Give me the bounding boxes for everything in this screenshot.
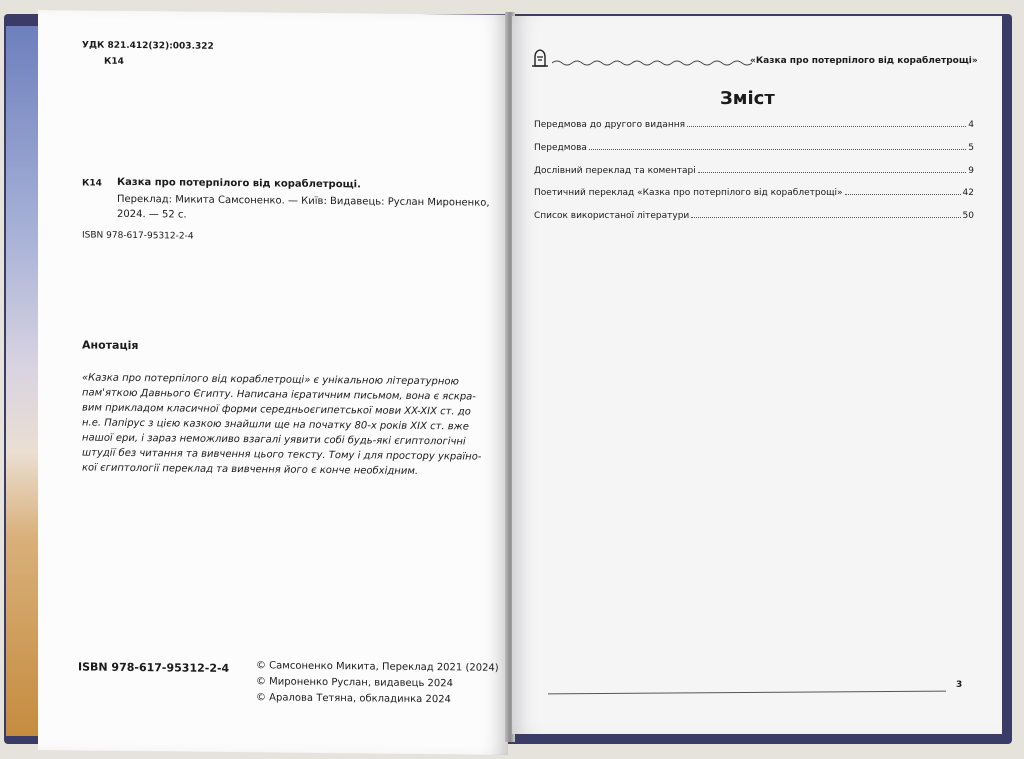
toc-entry-label: Дослівний переклад та коментарі: [534, 166, 696, 176]
toc-entry-page: 42: [962, 188, 974, 198]
toc-entry-label: Список використаної літератури: [534, 211, 690, 221]
annotation-line: штудії без читання та вивчення цього тексту. Тому і для простору україно-: [82, 447, 482, 463]
isbn-bottom: ISBN 978-617-95312-2-4: [78, 660, 230, 676]
footer-rule: [548, 691, 946, 695]
toc-leader-dots: [698, 172, 967, 173]
udk-letter-code: К14: [104, 56, 124, 67]
copyright-line: © Мироненко Руслан, видавець 2024: [256, 676, 454, 690]
toc-entry: [534, 143, 974, 153]
toc-entry-page: 5: [968, 143, 974, 153]
toc-title: Зміст: [720, 88, 775, 109]
toc-entry: [534, 120, 974, 130]
toc-entry-label: Поетичний переклад «Казка про потерпілого від кораблетрощі»: [534, 188, 843, 198]
entry-line: 2024. — 52 с.: [117, 208, 187, 221]
toc-entry-page: 9: [968, 166, 974, 176]
entry-code: К14: [82, 178, 102, 189]
left-page: [38, 10, 508, 755]
annotation-line: н.е. Папірус з цією казкою знайшли ще на початку 80-х років XIX ст. вже: [82, 417, 469, 433]
sphinx-icon: [528, 46, 552, 70]
entry-title: Казка про потерпілого від кораблетрощі.: [117, 176, 361, 191]
toc-leader-dots: [691, 217, 960, 218]
annotation-line: «Казка про потерпілого від кораблетрощі» є унікальною літературною: [82, 372, 459, 388]
toc-leader-dots: [589, 149, 966, 150]
running-head: «Казка про потерпілого від кораблетрощі»: [750, 56, 978, 66]
toc-entry: [534, 188, 974, 198]
page-number: 3: [956, 680, 963, 690]
isbn-small: ISBN 978-617-95312-2-4: [82, 230, 194, 242]
copyright-line: © Самсоненко Микита, Переклад 2021 (2024): [256, 660, 499, 674]
copyright-line: © Аралова Тетяна, обкладинка 2024: [256, 692, 451, 706]
right-page: [512, 16, 1002, 734]
decorative-wave-line: [552, 58, 752, 68]
annotation-line: кої єгиптології переклад та вивчення його є конче необхідним.: [82, 462, 419, 477]
entry-line: Переклад: Микита Самсоненко. — Київ: Видавець: Руслан Мироненко,: [117, 193, 490, 209]
toc-entry: [534, 211, 974, 221]
toc-entry-page: 50: [962, 211, 974, 221]
toc-leader-dots: [687, 126, 966, 127]
udk-code: УДК 821.412(32):003.322: [82, 40, 214, 52]
toc-entry-label: Передмова: [534, 143, 587, 153]
annotation-line: нашої ери, і зараз неможливо взагалі уявити собі будь-які єгиптологічні: [82, 432, 466, 448]
annotation-line: вим прикладом класичної форми середньоєгипетської мови XX-XIX ст. до: [82, 402, 471, 418]
toc-entry: [534, 166, 974, 176]
annotation-line: пам'яткою Давнього Єгипту. Написана ієратичним письмом, вона є яскра-: [82, 387, 476, 403]
annotation-heading: Анотація: [82, 338, 139, 353]
toc-leader-dots: [845, 194, 961, 195]
toc-entry-label: Передмова до другого видання: [534, 120, 686, 130]
toc-entry-page: 4: [968, 120, 974, 130]
